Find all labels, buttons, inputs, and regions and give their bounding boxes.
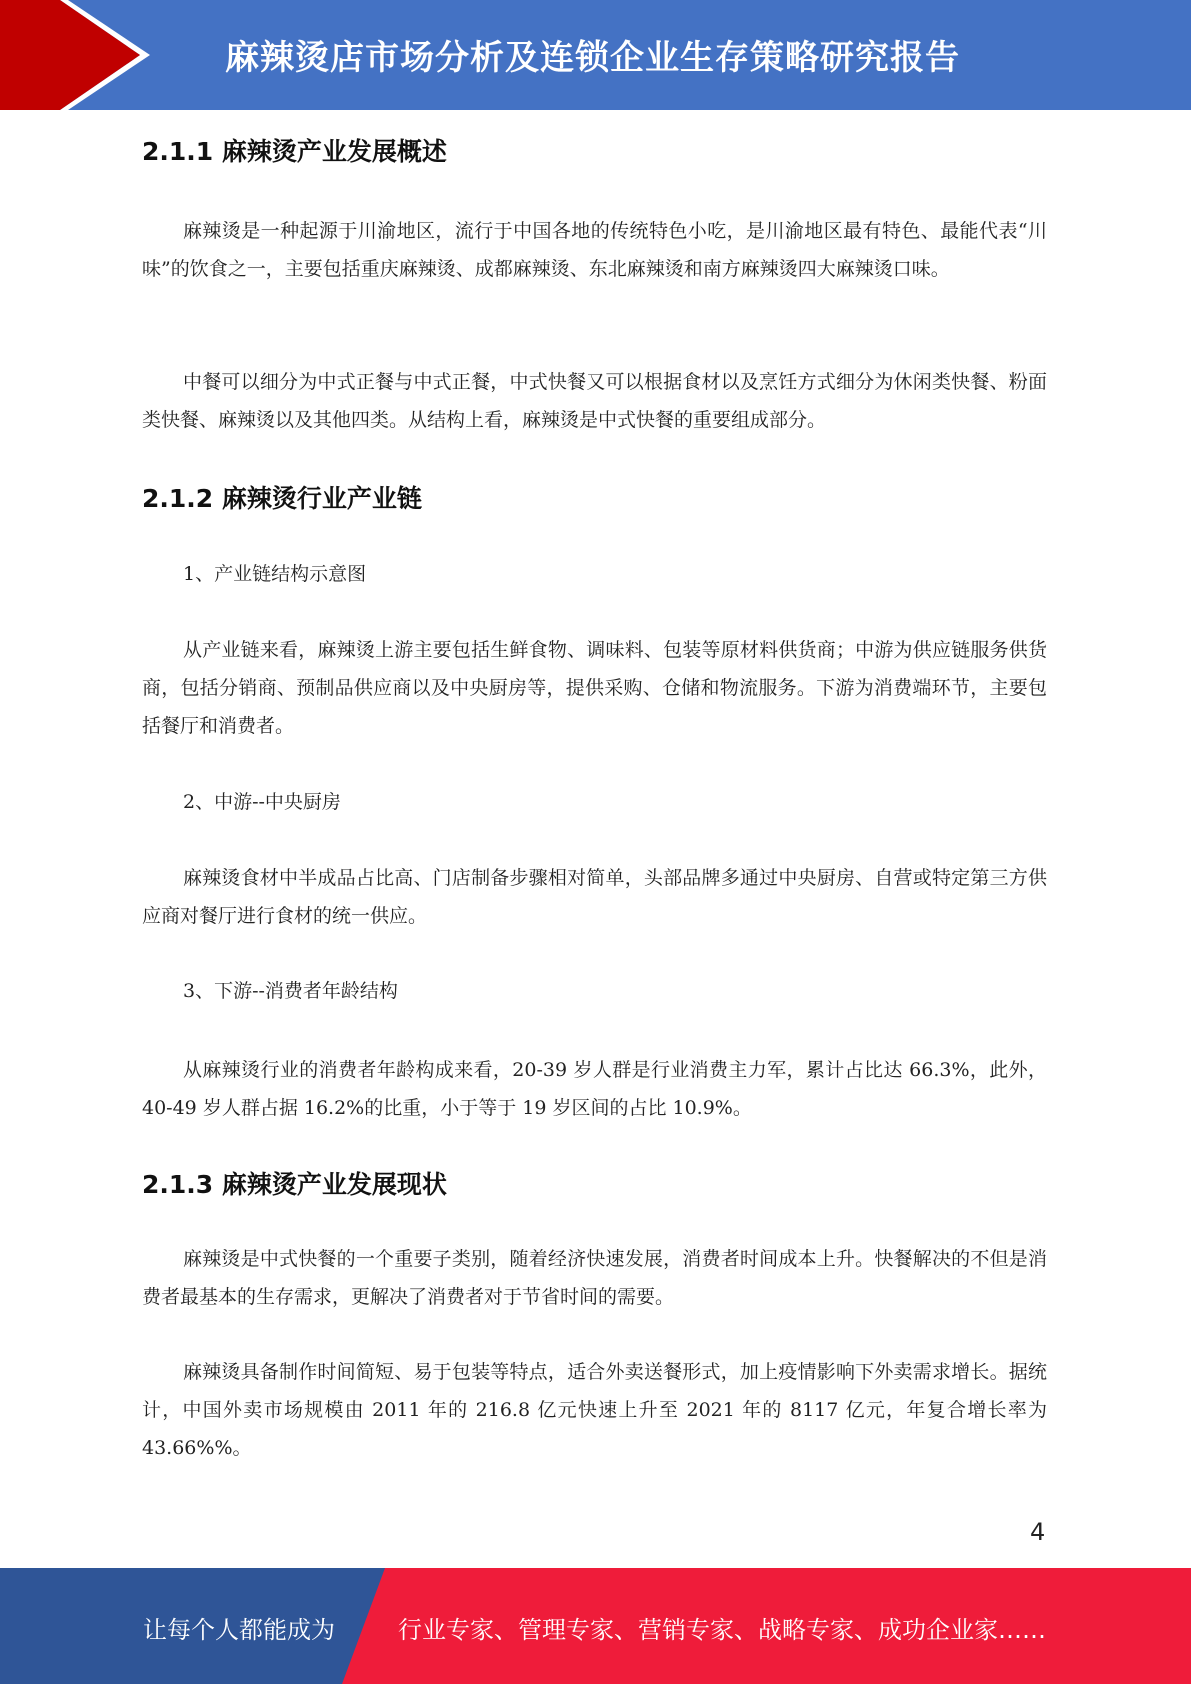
paragraph: 从产业链来看，麻辣烫上游主要包括生鲜食物、调味料、包装等原材料供货商；中游为供应链服务供货商，包括分销商、预制品供应商以及中央厨房等，提供采购、仓储和物流服务。下游为消费端环节，主要包括餐厅和消费者。	[142, 639, 1047, 737]
paragraph: 麻辣烫是中式快餐的一个重要子类别，随着经济快速发展，消费者时间成本上升。快餐解决的不但是消费者最基本的生存需求，更解决了消费者对于节省时间的需要。	[142, 1248, 1047, 1308]
page-header	[0, 0, 1191, 110]
section-heading-2-1-3: 2.1.3 麻辣烫产业发展现状	[142, 1170, 447, 1199]
paragraph: 麻辣烫具备制作时间简短、易于包装等特点，适合外卖送餐形式，加上疫情影响下外卖需求增长。据统计，中国外卖市场规模由 2011 年的 216.8 亿元快速上升至 2021 年的 8117 亿元，年复合增长率为 43.66%%。	[142, 1361, 1047, 1459]
paragraph: 麻辣烫食材中半成品占比高、门店制备步骤相对简单，头部品牌多通过中央厨房、自营或特定第三方供应商对餐厅进行食材的统一供应。	[142, 867, 1047, 927]
paragraph: 中餐可以细分为中式正餐与中式正餐，中式快餐又可以根据食材以及烹饪方式细分为休闲类快餐、粉面类快餐、麻辣烫以及其他四类。从结构上看，麻辣烫是中式快餐的重要组成部分。	[142, 371, 1047, 431]
paragraph: 麻辣烫是一种起源于川渝地区，流行于中国各地的传统特色小吃，是川渝地区最有特色、最能代表“川味”的饮食之一，主要包括重庆麻辣烫、成都麻辣烫、东北麻辣烫和南方麻辣烫四大麻辣烫口味。	[142, 220, 1047, 280]
subheading: 3、下游--消费者年龄结构	[183, 980, 398, 1002]
report-title: 麻辣烫店市场分析及连锁企业生存策略研究报告	[225, 38, 960, 78]
section-heading-2-1-2: 2.1.2 麻辣烫行业产业链	[142, 484, 422, 513]
subheading: 2、中游--中央厨房	[183, 791, 341, 813]
page-number: 4	[1030, 1518, 1046, 1546]
page-footer	[0, 1568, 1191, 1684]
footer-slogan-left: 让每个人都能成为	[143, 1616, 335, 1644]
footer-slogan-right: 行业专家、管理专家、营销专家、战略专家、成功企业家……	[398, 1616, 1046, 1644]
subheading: 1、产业链结构示意图	[183, 563, 367, 585]
paragraph: 从麻辣烫行业的消费者年龄构成来看，20-39 岁人群是行业消费主力军，累计占比达 66.3%，此外，40-49 岁人群占据 16.2%的比重，小于等于 19 岁区间的占比 10.9%。	[142, 1059, 1047, 1119]
section-heading-2-1-1: 2.1.1 麻辣烫产业发展概述	[142, 137, 447, 166]
header-arrow-decoration	[0, 0, 160, 110]
